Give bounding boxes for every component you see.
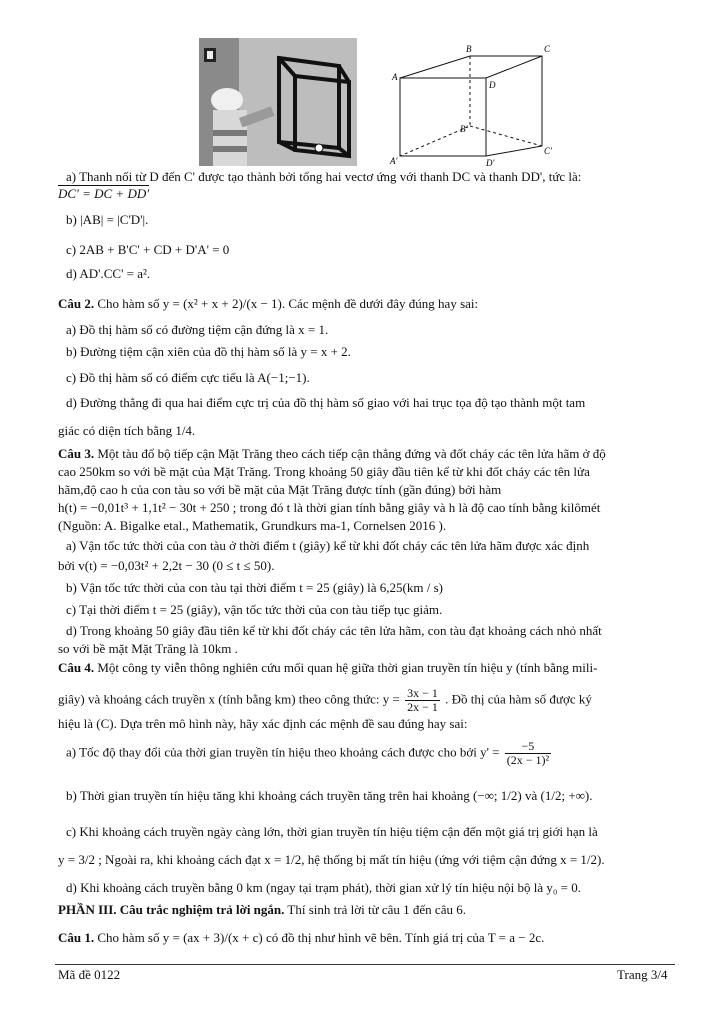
cube-label-b: B — [466, 44, 472, 54]
q1-item-a-formula: DC' = DC + DD' — [58, 186, 149, 201]
q3-text-1: Một tàu đổ bộ tiếp cận Mặt Trăng theo cách tiếp cận thẳng đứng và đốt cháy các tên lửa hãm ở độ — [97, 446, 606, 461]
q3-line3: hãm,độ cao h của con tàu so với bề mặt của Mặt Trăng được tính (gần đúng) bởi hàm — [58, 482, 502, 497]
part3-q1 — [58, 930, 544, 946]
q3-item-b: b) Vận tốc tức thời của con tàu tại thời điểm t = 25 (giây) là 6,25(km / s) — [66, 580, 443, 595]
part3-q1-label: Câu 1. — [58, 930, 95, 945]
q2-item-a: a) Đồ thị hàm số có đường tiệm cận đứng là x = 1. — [66, 322, 329, 337]
cube-label-a: A — [392, 72, 398, 82]
part3-instructions: Thí sinh trả lời từ câu 1 đến câu 6. — [287, 902, 466, 917]
q2-item-d-line2: giác có diện tích bằng 1/4. — [58, 423, 196, 438]
cube-label-b-prime: B' — [460, 124, 468, 134]
cube-label-c: C — [544, 44, 551, 54]
q1-item-c: c) 2AB + B'C' + CD + D'A' = 0 — [66, 242, 230, 257]
q2-statement: Cho hàm số y = (x² + x + 2)/(x − 1). Các mệnh đề dưới đây đúng hay sai: — [97, 296, 479, 311]
q4-line1 — [58, 660, 597, 676]
q1-item-a: a) Thanh nối từ D đến C' được tạo thành bởi tổng hai vectơ ứng với thanh DC và thanh DD', tức là: — [66, 169, 582, 184]
cube-label-d-prime: D' — [486, 158, 495, 168]
q2-label: Câu 2. — [58, 296, 95, 311]
q1-item-b: b) |AB| = |C'D'|. — [66, 212, 149, 227]
q4-label: Câu 4. — [58, 660, 95, 675]
cube-label-a-prime: A' — [390, 156, 398, 166]
q4-item-c-line1: c) Khi khoảng cách truyền ngày càng lớn, thời gian truyền tín hiệu tiệm cận đến một giá trị giới hạn là — [66, 824, 598, 839]
q3-line5: (Nguồn: A. Bigalke etal., Mathematik, Grundkurs ma-1, Cornelsen 2016 ). — [58, 518, 447, 533]
q4-item-b-and: và — [524, 788, 538, 803]
q2-item-b: b) Đường tiệm cận xiên của đồ thị hàm số là y = x + 2. — [66, 344, 351, 359]
q3-line2: cao 250km so với bề mặt của Mặt Trăng. Trong khoảng 50 giây đầu tiên kể từ khi đốt cháy các tên lửa — [58, 464, 590, 479]
part3-q1-text: Cho hàm số y = (ax + 3)/(x + c) có đồ thị như hình vẽ bên. Tính giá trị của T = a − 2c. — [97, 930, 545, 945]
q4-text-2b: . Đồ thị của hàm số được ký — [445, 691, 592, 707]
q4-line2 — [58, 687, 592, 714]
q1-item-d: d) AD'.CC' = a². — [66, 266, 151, 281]
q4-item-b-interval2: (1/2; +∞). — [540, 788, 593, 803]
footer-rule — [55, 964, 675, 965]
q4-item-a — [66, 740, 553, 767]
worker-photo — [199, 38, 357, 166]
q4-item-a-text: a) Tốc độ thay đổi của thời gian truyền tín hiệu theo khoảng cách được cho bởi y' = — [66, 744, 500, 760]
q4-item-a-fraction — [505, 740, 551, 767]
q3-item-c: c) Tại thời điểm t = 25 (giây), vận tốc tức thời của con tàu tiếp tục giảm. — [66, 602, 443, 617]
q2-item-d-line1: d) Đường thẳng đi qua hai điểm cực trị của đồ thị hàm số giao với hai trục tọa độ tạo thành một tam — [66, 395, 586, 410]
exam-code: Mã đề 0122 — [58, 967, 121, 982]
q2-item-c: c) Đồ thị hàm số có điểm cực tiểu là A(−1;−1). — [66, 370, 310, 385]
q4-item-d: d) Khi khoảng cách truyền bằng 0 km (ngay tại trạm phát), thời gian xử lý tín hiệu nội bộ là y₀ = 0. — [66, 880, 581, 895]
q3-item-a-line2: bởi v(t) = −0,03t² + 2,2t − 30 (0 ≤ t ≤ 50). — [58, 558, 275, 573]
cube-diagram — [386, 38, 566, 168]
q3-line1 — [58, 446, 606, 462]
q4-item-a-denominator: (2x − 1)² — [506, 753, 550, 767]
part3-heading — [58, 902, 466, 918]
part3-title: PHẦN III. Câu trắc nghiệm trả lời ngắn. — [58, 902, 285, 917]
q4-formula-numerator: 3x − 1 — [407, 686, 438, 700]
q3-item-d-line1: d) Trong khoảng 50 giây đầu tiên kể từ khi đốt cháy các tên lửa hãm, con tàu đạt khoảng cách nhỏ nhất — [66, 623, 602, 638]
q4-item-b-text: b) Thời gian truyền tín hiệu tăng khi khoảng cách truyền tăng trên hai khoảng — [66, 788, 470, 803]
q3-line4: h(t) = −0,01t³ + 1,1t² − 30t + 250 ; trong đó t là thời gian tính bằng giây và h là độ cao tính bằng kilômét — [58, 500, 601, 515]
q3-item-d-line2: so với bề mặt Mặt Trăng là 10km . — [58, 641, 238, 656]
q4-line3: hiệu là (C). Dựa trên mô hình này, hãy xác định các mệnh đề sau đúng hay sai: — [58, 716, 468, 731]
q4-text-1: Một công ty viễn thông nghiên cứu mối quan hệ giữa thời gian truyền tín hiệu y (tính bằng mili- — [97, 660, 598, 675]
q3-item-a-line1: a) Vận tốc tức thời của con tàu ở thời điểm t (giây) kể từ khi đốt cháy các tên lửa hãm được xác định — [66, 538, 590, 553]
q3-label: Câu 3. — [58, 446, 95, 461]
q4-item-b — [66, 788, 593, 804]
q4-formula-fraction — [405, 687, 440, 714]
q2-heading — [58, 296, 478, 312]
cube-label-c-prime: C' — [544, 146, 552, 156]
q4-text-2a: giây) và khoảng cách truyền x (tính bằng km) theo công thức: y = — [58, 691, 400, 707]
q4-item-b-interval1: (−∞; 1/2) — [473, 788, 522, 803]
q4-item-c-line2: y = 3/2 ; Ngoài ra, khi khoảng cách đạt x = 1/2, hệ thống bị mất tín hiệu (ứng với tiệm cận đứng x = 1/2). — [58, 852, 605, 867]
q4-formula-denominator: 2x − 1 — [407, 700, 438, 714]
q4-item-a-numerator: −5 — [505, 740, 551, 754]
cube-label-d: D — [489, 80, 496, 90]
page-number: Trang 3/4 — [617, 967, 668, 982]
